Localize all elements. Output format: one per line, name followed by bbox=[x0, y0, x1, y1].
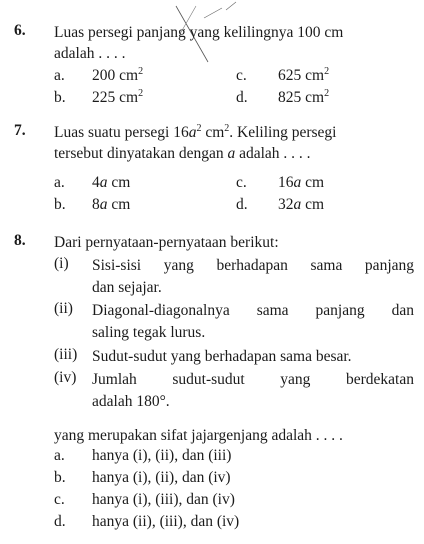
stem-line: tersebut dinyatakan dengan a adalah . . . . bbox=[54, 145, 311, 162]
option-letter: b. bbox=[54, 196, 66, 213]
statement-i bbox=[54, 255, 414, 297]
option-d[interactable] bbox=[54, 512, 384, 532]
option-b[interactable] bbox=[54, 88, 234, 108]
option-text: hanya (ii), (iii), dan (iv) bbox=[92, 513, 240, 530]
option-text: hanya (i), (ii), dan (iii) bbox=[92, 447, 232, 464]
statement-line: Sisi-sisi yang berhadapan sama panjang bbox=[92, 257, 414, 274]
option-letter: c. bbox=[54, 491, 65, 508]
option-text: 16a cm bbox=[278, 174, 325, 191]
option-c[interactable] bbox=[236, 66, 406, 86]
statement-label: (iv) bbox=[54, 369, 77, 386]
statement-label: (ii) bbox=[54, 300, 73, 317]
statement-label: (i) bbox=[54, 255, 69, 272]
statement-line: saling tegak lurus. bbox=[92, 324, 206, 341]
option-c[interactable] bbox=[236, 173, 406, 193]
option-text: 625 $cm^2$ bbox=[278, 66, 330, 84]
option-letter: a. bbox=[54, 174, 65, 191]
option-letter: b. bbox=[54, 469, 66, 486]
statement-ii bbox=[54, 300, 414, 342]
option-b[interactable] bbox=[54, 195, 234, 215]
question-8 bbox=[14, 232, 414, 540]
option-text: 225 $cm^2$ bbox=[92, 88, 144, 106]
stem-line: adalah . . . . bbox=[54, 45, 126, 62]
statement-line: Jumlah sudut-sudut yang berdekatan bbox=[92, 371, 414, 388]
option-b[interactable] bbox=[54, 468, 384, 488]
statement-line: Diagonal-diagonalnya sama panjang dan bbox=[92, 302, 414, 319]
option-text: 32a cm bbox=[278, 196, 325, 213]
statement-line: Sudut-sudut yang berhadapan sama besar. bbox=[92, 348, 352, 365]
statement-line: dan sejajar. bbox=[92, 279, 162, 296]
stem-line: Luas persegi panjang yang kelilingnya 100 cm bbox=[54, 24, 344, 41]
option-letter: d. bbox=[236, 89, 248, 106]
statement-line: adalah 180°. bbox=[92, 393, 170, 410]
question-conclusion: yang merupakan sifat jajargenjang adalah . . . . bbox=[54, 427, 343, 444]
option-letter: d. bbox=[54, 513, 66, 530]
question-number: 6. bbox=[14, 22, 26, 39]
option-letter: c. bbox=[236, 67, 247, 84]
option-text: 825 $cm^2$ bbox=[278, 88, 330, 106]
stem-line: Luas suatu persegi $16a^2$ $cm^2$. Keliling persegi bbox=[54, 123, 337, 141]
question-stem bbox=[54, 122, 414, 164]
question-6 bbox=[14, 22, 414, 112]
question-number: 8. bbox=[14, 232, 26, 249]
option-letter: a. bbox=[54, 67, 65, 84]
option-letter: b. bbox=[54, 89, 66, 106]
option-text: 4a cm bbox=[92, 174, 131, 191]
option-text: 8a cm bbox=[92, 196, 131, 213]
option-text: hanya (i), (iii), dan (iv) bbox=[92, 491, 235, 508]
option-text: hanya (i), (ii), dan (iv) bbox=[92, 469, 231, 486]
option-letter: d. bbox=[236, 196, 248, 213]
option-c[interactable] bbox=[54, 490, 384, 510]
option-a[interactable] bbox=[54, 173, 234, 193]
statement-iv bbox=[54, 369, 414, 411]
question-stem: Dari pernyataan-pernyataan berikut: bbox=[54, 234, 279, 251]
option-a[interactable] bbox=[54, 66, 234, 86]
question-number: 7. bbox=[14, 122, 26, 139]
statement-label: (iii) bbox=[54, 346, 78, 363]
question-7 bbox=[14, 122, 414, 222]
option-a[interactable] bbox=[54, 446, 384, 466]
option-d[interactable] bbox=[236, 88, 406, 108]
option-letter: c. bbox=[236, 174, 247, 191]
question-stem bbox=[54, 22, 414, 64]
statement-iii bbox=[54, 346, 414, 367]
option-letter: a. bbox=[54, 447, 65, 464]
option-d[interactable] bbox=[236, 195, 406, 215]
option-text: 200 $cm^2$ bbox=[92, 66, 144, 84]
